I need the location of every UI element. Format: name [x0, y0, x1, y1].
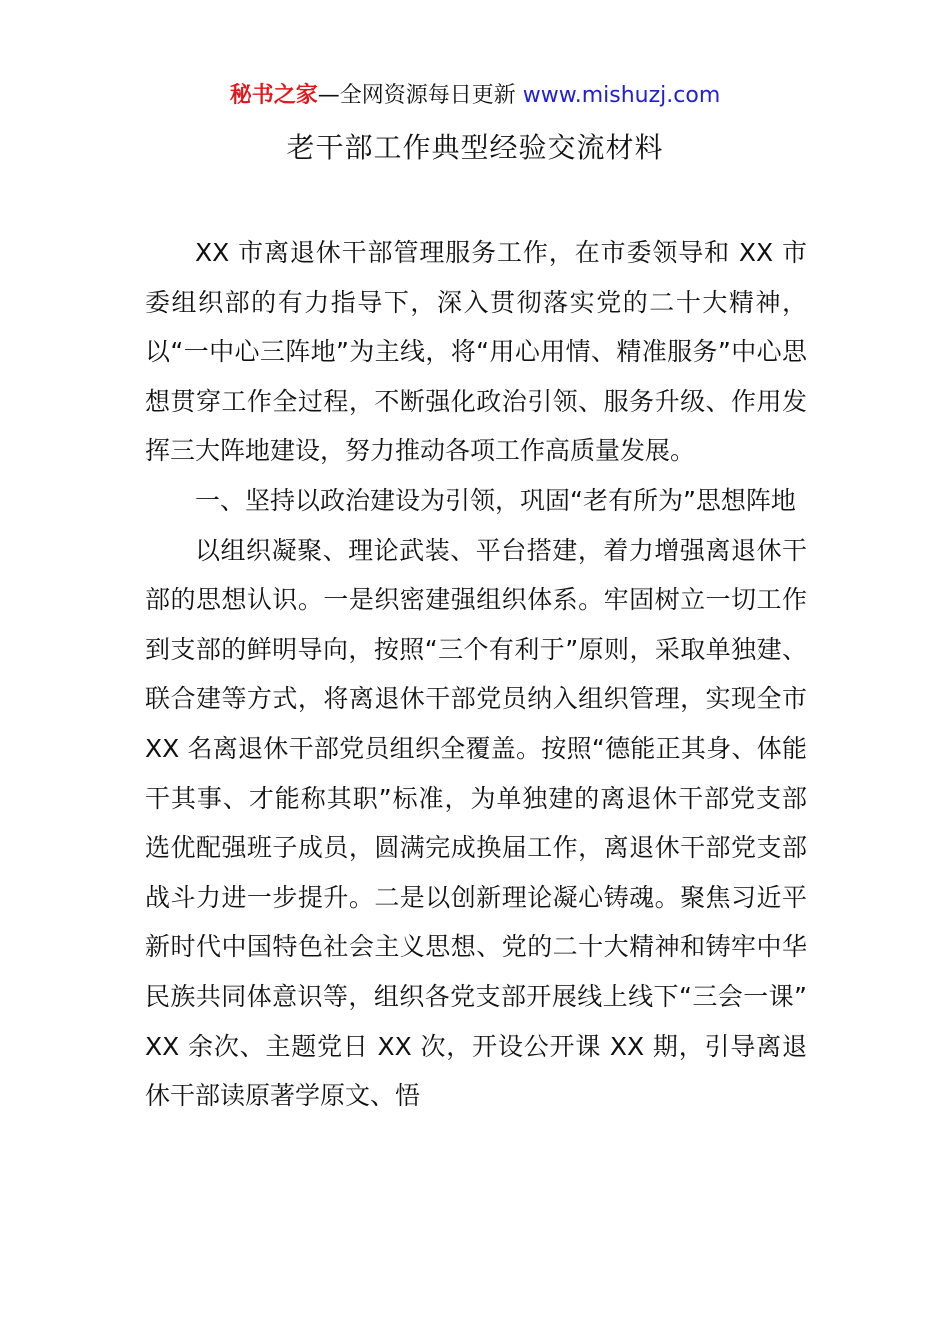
- site-brand: 秘书之家: [229, 83, 318, 108]
- document-body: [145, 228, 807, 1121]
- site-header: [0, 80, 950, 112]
- section-1-paragraph: 以组织凝聚、理论武装、平台搭建，着力增强离退休干部的思想认识。一是织密建强组织体系。牢固树立一切工作到支部的鲜明导向，按照“三个有利于”原则，采取单独建、联合建等方式，将离退休干部党员纳入组织管理，实现全市 XX 名离退休干部党员组织全覆盖。按照“德能正其身、体能干其事、才能称其职”标准，为单独建的离退休干部党支部选优配强班子成员，圆满完成换届工作，离退休干部党支部战斗力进一步提升。二是以创新理论凝心铸魂。聚焦习近平新时代中国特色社会主义思想、党的二十大精神和铸牢中华民族共同体意识等，组织各党支部开展线上线下“三会一课” XX 余次、主题党日 XX 次，开设公开课 XX 期，引导离退休干部读原著学原文、悟: [145, 535, 807, 1111]
- site-tagline: —全网资源每日更新: [317, 83, 523, 108]
- document-title: 老干部工作典型经验交流材料: [286, 131, 664, 164]
- site-url-link[interactable]: www.mishuzj.com: [522, 83, 721, 108]
- intro-paragraph: XX 市离退休干部管理服务工作，在市委领导和 XX 市委组织部的有力指导下，深入贯彻落实党的二十大精神，以“一中心三阵地”为主线，将“用心用情、精准服务”中心思想贯穿工作全过程，不断强化政治引领、服务升级、作用发挥三大阵地建设，努力推动各项工作高质量发展。: [145, 238, 807, 466]
- section-heading-1: 一、坚持以政治建设为引领，巩固“老有所为”思想阵地: [195, 485, 796, 515]
